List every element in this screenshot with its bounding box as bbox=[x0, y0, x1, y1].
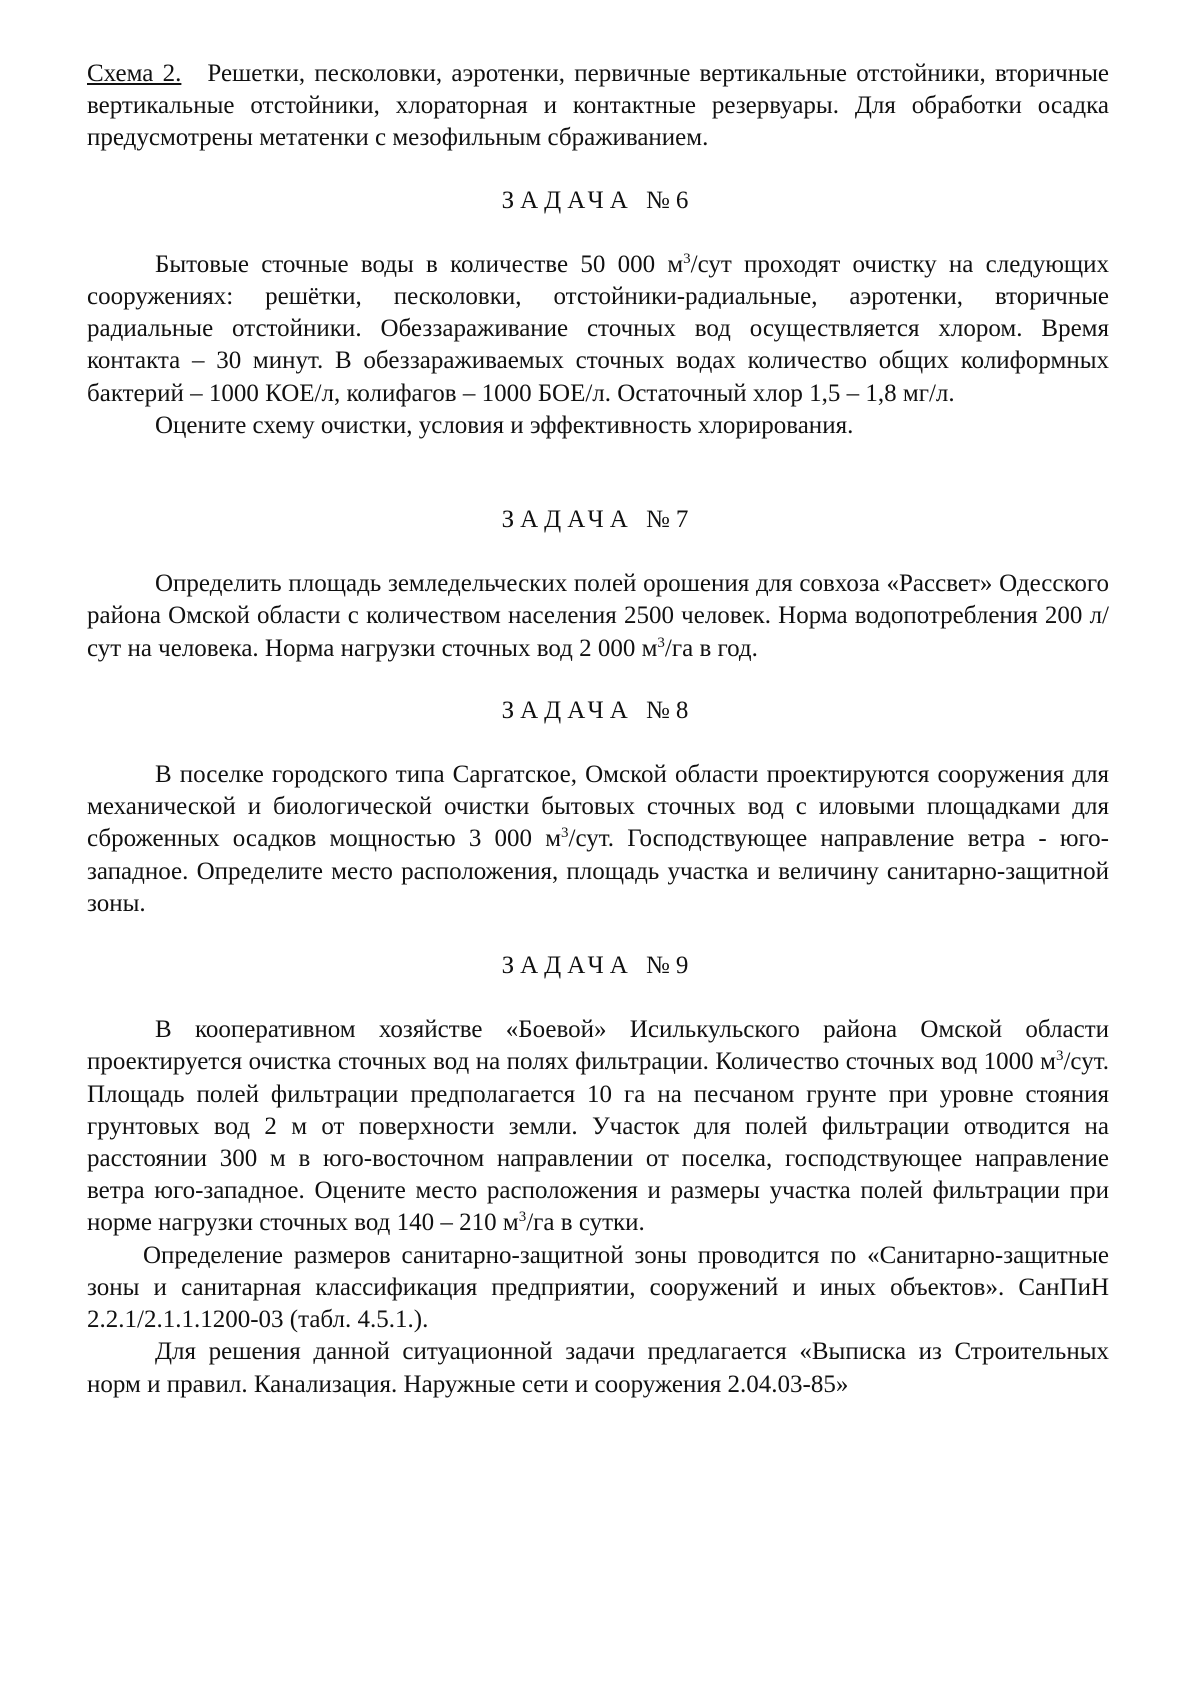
task-9-heading: ЗАДАЧА №9 bbox=[501, 952, 695, 980]
task-7-paragraph-1 bbox=[87, 568, 1109, 665]
task-9-text-b: /сут. Площадь полей фильтрации предполагается 10 га на песчаном грунте при уровне стояния грунтовых вод 2 м от поверхности земли. Участок для полей фильтрации отводится на расстоянии 300 м в юго-восточном направлении от поселка, господствующее направление ветра юго-западное. Оцените место расположения и размеры участка полей фильтрации при норме нагрузки сточных вод 140 – 210 м bbox=[87, 1048, 1109, 1237]
task-6-heading: ЗАДАЧА №6 bbox=[501, 186, 695, 214]
task-7-text-b: /га в год. bbox=[664, 634, 758, 662]
task-6-superscript: 3 bbox=[683, 250, 691, 267]
task-6-text-b: /сут проходят очистку на следующих сооружениях: решётки, песколовки, отстойники-радиальные, аэротенки, вторичные радиальные отстойники. Обеззараживание сточных вод осуществляется хлором. Время контакта – 30 минут. В обеззараживаемых сточных водах количество общих колиформных бактерий – 1000 КОЕ/л, колифагов – 1000 БОЕ/л. Остаточный хлор 1,5 – 1,8 мг/л. bbox=[87, 250, 1110, 407]
schema-2-paragraph bbox=[87, 58, 1109, 155]
task-8-text-b: /сут. Господствующее направление ветра - юго-западное. Определите место расположения, площадь участка и величину санитарно-защитной зоны. bbox=[87, 825, 1109, 917]
task-6-paragraph-1 bbox=[87, 249, 1109, 410]
task-8-heading: ЗАДАЧА №8 bbox=[501, 696, 695, 724]
task-9-paragraph-1 bbox=[87, 1014, 1109, 1239]
schema-2-label: Схема 2. bbox=[87, 60, 182, 87]
task-8-superscript: 3 bbox=[561, 825, 569, 842]
task-9-text-c: /га в сутки. bbox=[526, 1209, 645, 1237]
task-6-paragraph-2: Оцените схему очистки, условия и эффективность хлорирования. bbox=[155, 411, 854, 439]
task-9-paragraph-3: Для решения данной ситуационной задачи предлагается «Выписка из Строительных норм и правил. Канализация. Наружные сети и сооружения 2.04.03-85» bbox=[87, 1338, 1109, 1398]
schema-2-text: Решетки, песколовки, аэротенки, первичные вертикальные отстойники, вторичные вертикальные отстойники, хлораторная и контактные резервуары. Для обработки осадка предусмотрены метатенки с мезофильным сбраживанием. bbox=[87, 60, 1109, 152]
task-6-text-a: Бытовые сточные воды в количестве 50 000 м bbox=[155, 250, 684, 278]
document-page bbox=[87, 58, 1109, 1401]
task-9-superscript-1: 3 bbox=[1055, 1048, 1064, 1065]
task-9-superscript-2: 3 bbox=[518, 1209, 527, 1226]
task-7-text-a: Определить площадь земледельческих полей орошения для совхоза «Рассвет» Одесского района Омской области с количеством населения 2500 человек. Норма водопотребления 200 л/сут на человека. Норма нагрузки сточных вод 2 000 м bbox=[87, 570, 1109, 662]
task-7-heading: ЗАДАЧА №7 bbox=[501, 506, 695, 534]
task-9-text-a: В кооперативном хозяйстве «Боевой» Исилькульского района Омской области проектируется очистка сточных вод на полях фильтрации. Количество сточных вод 1000 м bbox=[87, 1016, 1109, 1076]
task-8-paragraph-1 bbox=[87, 759, 1109, 920]
task-7-superscript: 3 bbox=[657, 634, 665, 651]
task-8-text-a: В поселке городского типа Саргатское, Омской области проектируются сооружения для механической и биологической очистки бытовых сточных вод с иловыми площадками для сброженных осадков мощностью 3 000 м bbox=[87, 761, 1109, 853]
task-9-paragraph-2: Определение размеров санитарно-защитной зоны проводится по «Санитарно-защитные зоны и санитарная классификация предприятии, сооружений и иных объектов». СанПиН 2.2.1/2.1.1.1200-03 (табл. 4.5.1.). bbox=[87, 1241, 1109, 1334]
